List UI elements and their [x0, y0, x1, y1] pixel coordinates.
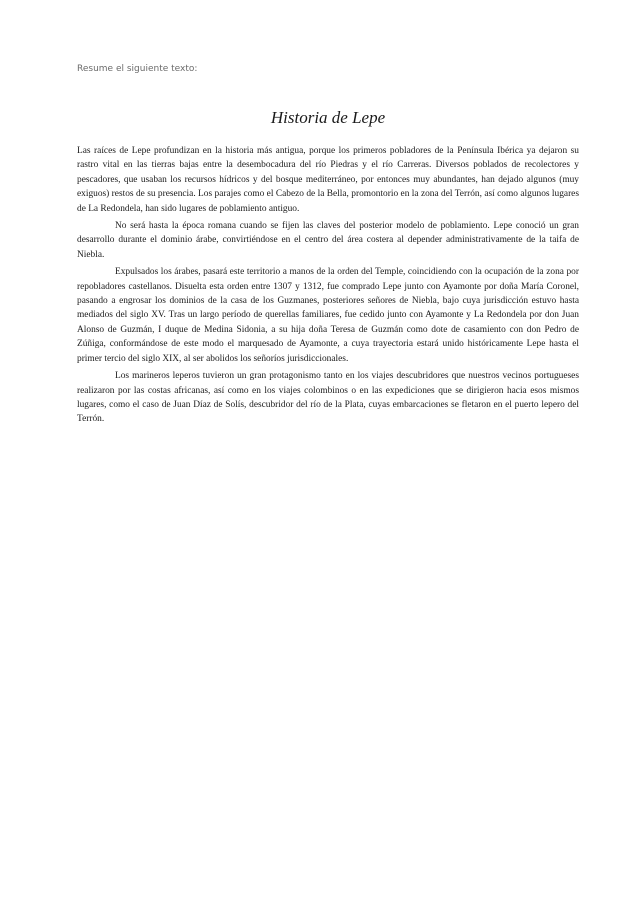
prompt-text: Resume el siguiente texto: — [77, 64, 198, 74]
paragraph: Las raíces de Lepe profundizan en la historia más antigua, porque los primeros pobladores de la Península Ibérica ya dejaron su rastro vital en las tierras bajas entre la desembocadura del río Piedras y el río Carreras. Diversos poblados de recolectores y pescadores, que usaban los recursos hídricos y del bosque mediterráneo, por entonces muy abundantes, han dejado algunos (muy exiguos) restos de su presencia. Los parajes como el Cabezo de la Bella, promontorio en la zona del Terrón, así como algunos lugares de La Redondela, han sido lugares de poblamiento antiguo. — [77, 146, 579, 214]
paragraph: Los marineros leperos tuvieron un gran protagonismo tanto en los viajes descubridores que nuestros vecinos portugueses realizaron por las costas africanas, así como en los viajes colombinos o en las expediciones que se dirigieron hacia esos mismos lugares, como el caso de Juan Díaz de Solís, descubridor del río de la Plata, cuyas embarcaciones se fletaron en el puerto lepero del Terrón. — [77, 371, 579, 425]
paragraph: No será hasta la época romana cuando se fijen las claves del posterior modelo de poblamiento. Lepe conoció un gran desarrollo durante el dominio árabe, convirtiéndose en el centro del área costera al depender administrativamente de la taifa de Niebla. — [77, 221, 579, 260]
document-body — [77, 144, 579, 430]
paragraph: Expulsados los árabes, pasará este territorio a manos de la orden del Temple, coincidiendo con la ocupación de la zona por repobladores castellanos. Disuelta esta orden entre 1307 y 1312, fue comprado Lepe junto con Ayamonte por doña María Coronel, pasando a engrosar los dominios de la casa de los Guzmanes, posteriores señores de Niebla, bajo cuya jurisdicción estuvo hasta mediados del siglo XV. Tras un largo período de querellas familiares, fue cedido junto con Ayamonte y La Redondela por don Juan Alonso de Guzmán, I duque de Medina Sidonia, a su hija doña Teresa de Guzmán como dote de casamiento con don Pedro de Zúñiga, conformándose de este modo el marquesado de Ayamonte, a cuya trayectoria estará unido históricamente Lepe hasta el primer tercio del siglo XIX, al ser abolidos los señoríos jurisdiccionales. — [77, 267, 579, 364]
document-title: Historia de Lepe — [270, 108, 386, 127]
